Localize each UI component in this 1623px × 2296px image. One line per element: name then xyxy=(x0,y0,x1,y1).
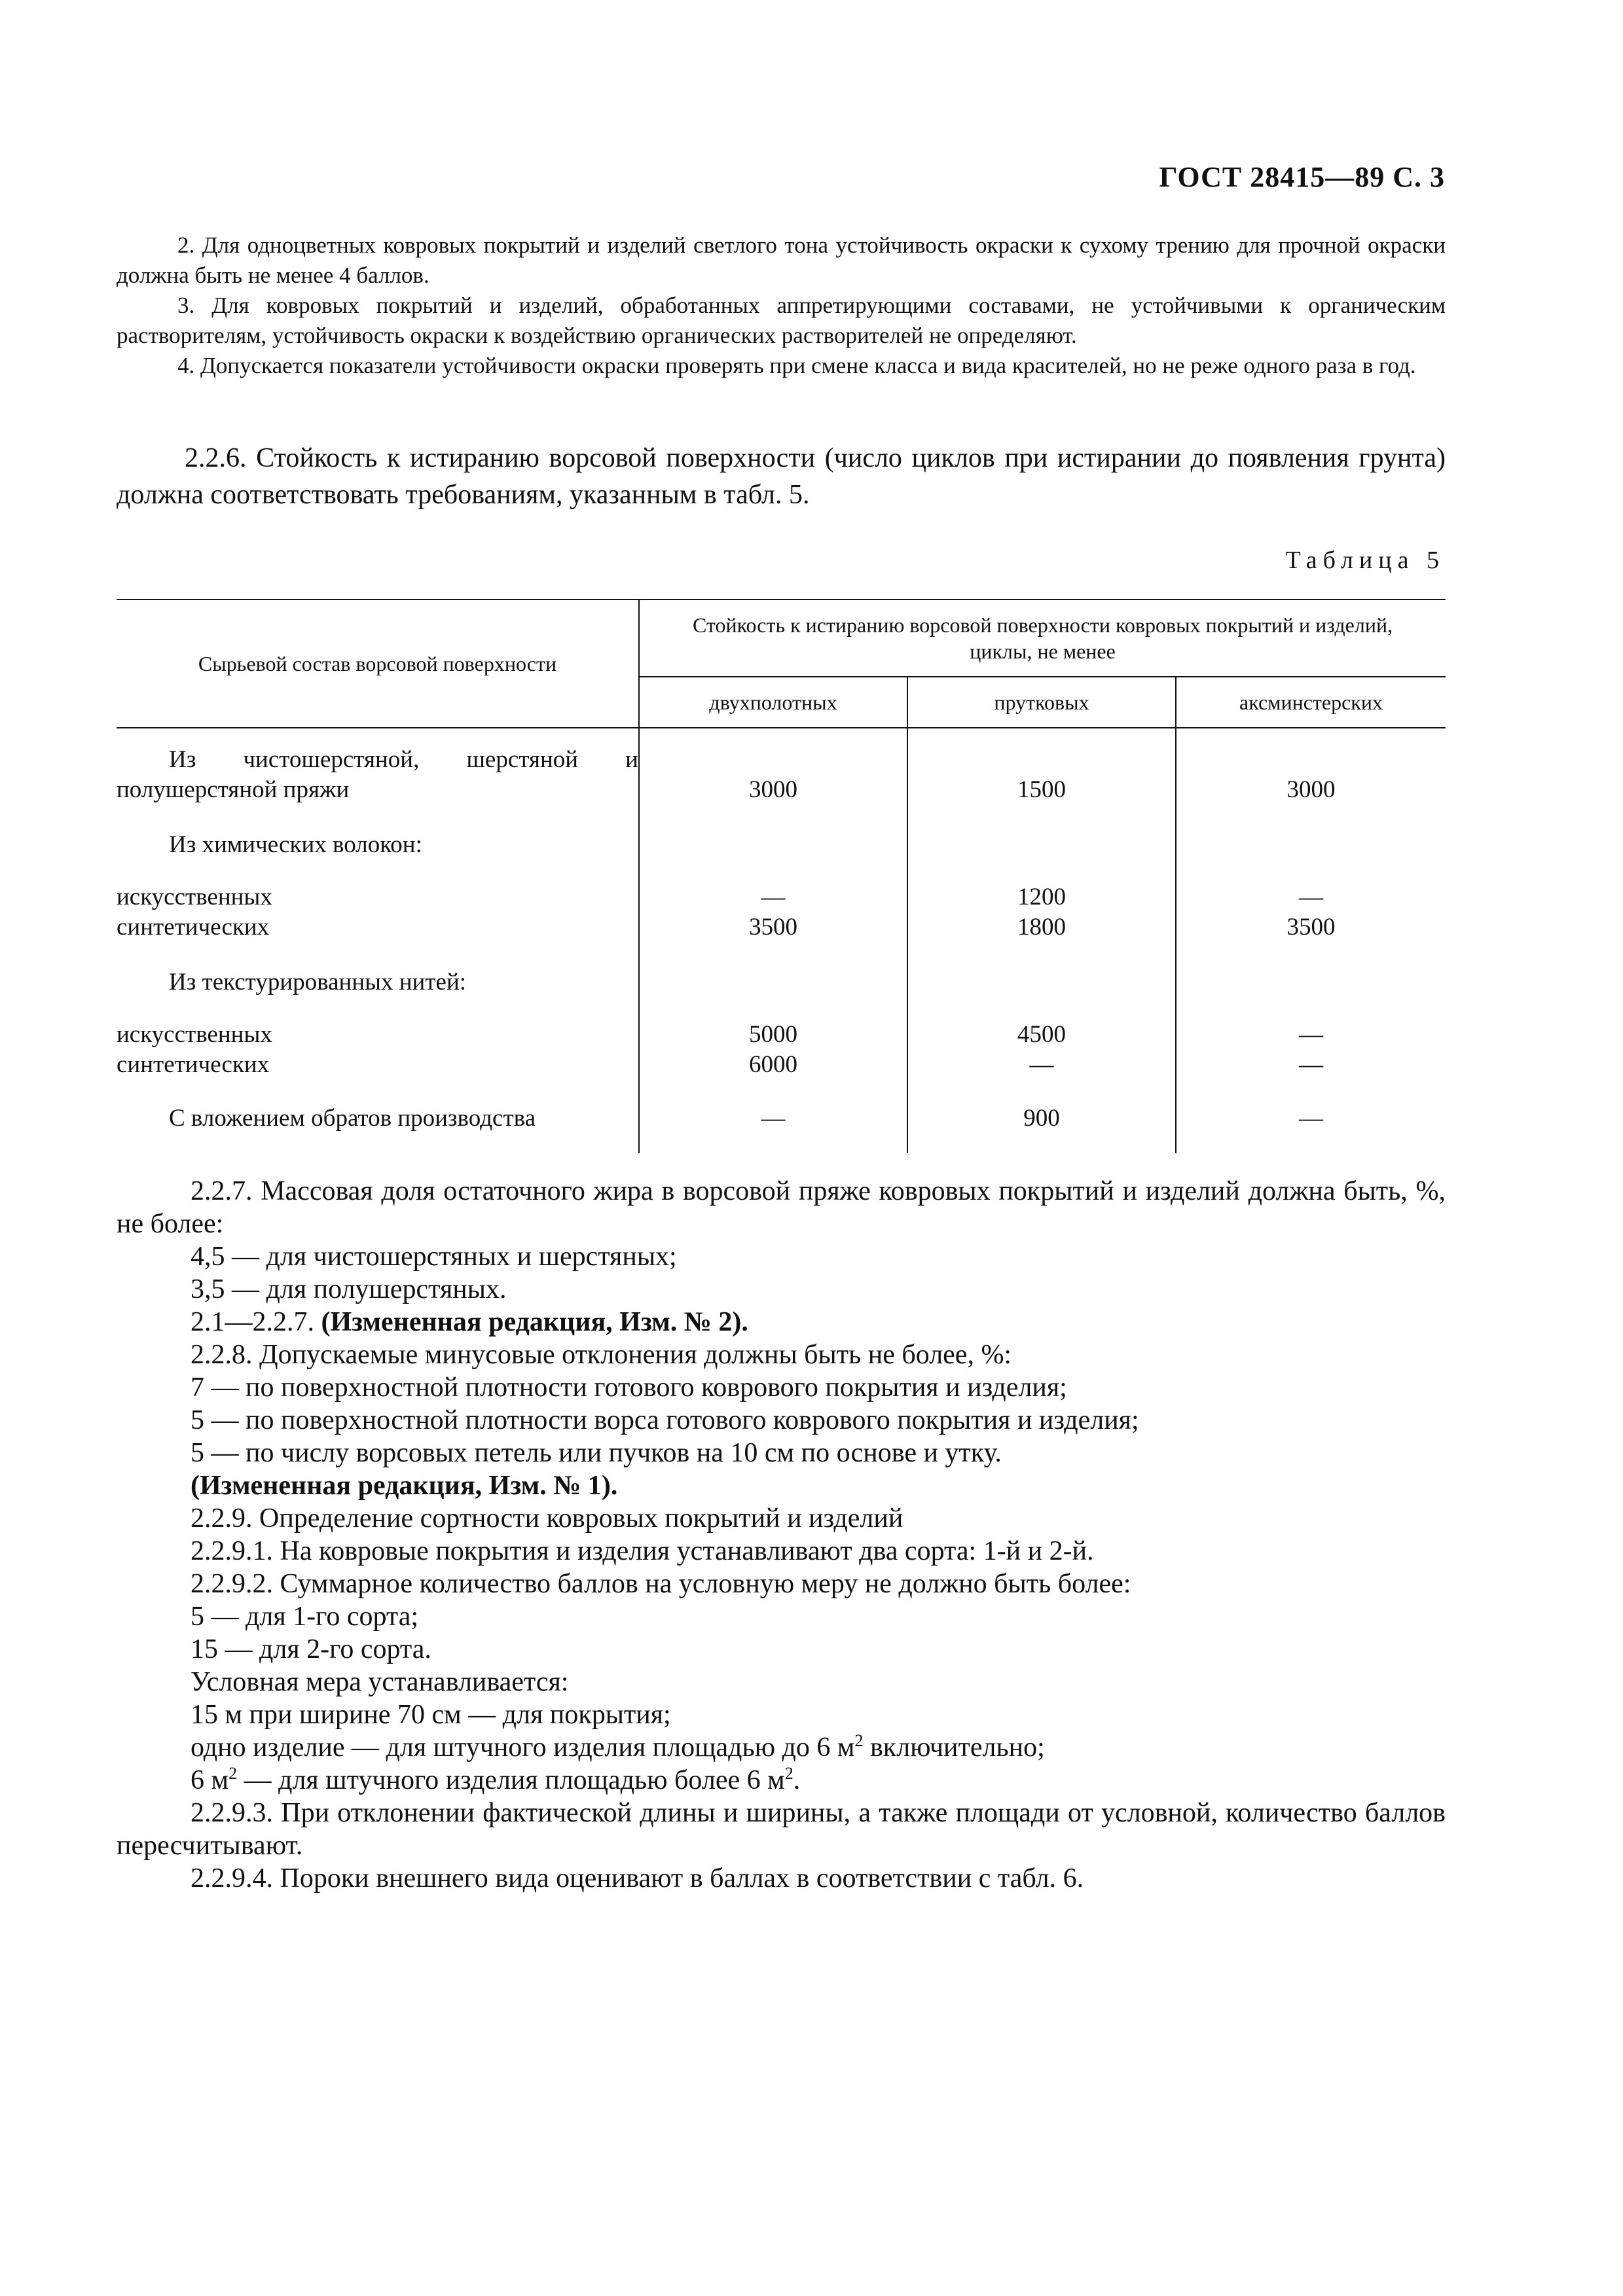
list-line: 15 — для 2-го сорта. xyxy=(191,1634,431,1664)
cell-value: 3000 xyxy=(639,728,907,805)
clause-2-2-7: 2.2.7. Массовая доля остаточного жира в ворсовой пряже ковровых покрытий и изделий должна быть, %, не более: xyxy=(117,1176,1446,1239)
cell-value: 6000 xyxy=(639,1050,907,1080)
header-axminster: аксминстерских xyxy=(1176,677,1446,728)
cell-value: — xyxy=(1176,860,1446,912)
row-label: Из текстурированных нитей: xyxy=(169,969,467,996)
cell-value: 3000 xyxy=(1176,728,1446,805)
list-line: 15 м при ширине 70 см — для покрытия; xyxy=(191,1700,671,1730)
cell-value: — xyxy=(1176,1050,1446,1080)
text-run: 6 м xyxy=(191,1765,229,1795)
text-run: — для штучного изделия площадью более 6 м xyxy=(237,1765,785,1795)
cell-value: 5000 xyxy=(639,997,907,1050)
note-2: 2. Для одноцветных ковровых покрытий и изделий светлого тона устойчивость окраски к сухому трению для прочной окраски должна быть не менее 4 баллов. xyxy=(117,232,1446,288)
superscript: 2 xyxy=(228,1764,238,1783)
row-label: Из химических волокон: xyxy=(169,831,422,858)
superscript: 2 xyxy=(854,1731,864,1750)
cell-value: — xyxy=(1176,1080,1446,1134)
row-label: синтетических xyxy=(117,914,270,941)
cell-value: 3500 xyxy=(639,912,907,942)
clause-2-2-6: 2.2.6. Стойкость к истиранию ворсовой поверхности (число циклов при истирании до появления грунта) должна соответствовать требованиям, указанным в табл. 5. xyxy=(117,443,1446,510)
clause-2-2-9: 2.2.9. Определение сортности ковровых покрытий и изделий xyxy=(191,1503,903,1534)
text-run: . xyxy=(793,1765,801,1795)
cell-value xyxy=(1176,942,1446,997)
amendment-text: (Измененная редакция, Изм. № 2). xyxy=(321,1307,748,1337)
cell-value: 4500 xyxy=(907,997,1176,1050)
note-4: 4. Допускается показатели устойчивости окраски проверять при смене класса и вида красителей, но не реже одного раза в год. xyxy=(177,353,1416,378)
row-label: Из чистошерстяной, шерстяной и полушерстяной пряжи xyxy=(117,746,638,803)
row-label: синтетических xyxy=(117,1051,270,1078)
row-label: С вложением обратов производства xyxy=(169,1105,536,1132)
clause-2-2-8: 2.2.8. Допускаемые минусовые отклонения должны быть не более, %: xyxy=(191,1340,1012,1370)
amendment-note-1 xyxy=(117,1469,1446,1502)
list-line: 7 — по поверхностной плотности готового коврового покрытия и изделия; xyxy=(191,1372,1067,1403)
table-bottom-spacer xyxy=(639,1134,907,1153)
cell-value: 1800 xyxy=(907,912,1176,942)
clause-2-2-9-2: 2.2.9.2. Суммарное количество баллов на условную меру не должно быть более: xyxy=(191,1569,1131,1599)
cell-value: 1200 xyxy=(907,860,1176,912)
list-line xyxy=(117,1764,1446,1797)
page-header: ГОСТ 28415—89 С. 3 xyxy=(1159,161,1445,193)
header-raw-material: Сырьевой состав ворсовой поверхности xyxy=(117,600,639,728)
abrasion-resistance-table xyxy=(117,599,1446,1153)
list-line: 3,5 — для полушерстяных. xyxy=(191,1274,507,1304)
cell-value xyxy=(639,942,907,997)
header-abrasion-group: Стойкость к истиранию ворсовой поверхности ковровых покрытий и изделий, циклы, не менее xyxy=(639,600,1446,677)
header-double-cloth: двухполотных xyxy=(639,677,907,728)
amendment-ref: 2.1—2.2.7. xyxy=(191,1307,321,1337)
header-wire-woven: прутковых xyxy=(907,677,1176,728)
row-label: искусственных xyxy=(117,1021,272,1048)
cell-value xyxy=(907,805,1176,860)
clauses-2-2-7-to-2-2-9 xyxy=(117,1175,1446,1895)
list-line: Условная мера устанавливается: xyxy=(191,1667,569,1697)
clause-2-2-9-1: 2.2.9.1. На ковровые покрытия и изделия устанавливают два сорта: 1-й и 2-й. xyxy=(191,1536,1094,1566)
cell-value: 1500 xyxy=(907,728,1176,805)
cell-value: — xyxy=(639,1080,907,1134)
cell-value xyxy=(1176,805,1446,860)
amendment-note-2 xyxy=(117,1306,1446,1338)
cell-value: — xyxy=(639,860,907,912)
list-line: 5 — по числу ворсовых петель или пучков на 10 см по основе и утку. xyxy=(191,1438,1002,1468)
text-run: включительно; xyxy=(863,1732,1045,1763)
table-4-notes xyxy=(117,230,1446,381)
amendment-text: (Измененная редакция, Изм. № 1). xyxy=(191,1471,618,1501)
table-caption: Таблица 5 xyxy=(1285,547,1445,574)
table-bottom-spacer xyxy=(907,1134,1176,1153)
text-run: одно изделие — для штучного изделия площадью до 6 м xyxy=(191,1732,855,1763)
list-line: 5 — по поверхностной плотности ворса готового коврового покрытия и изделия; xyxy=(191,1405,1139,1435)
cell-value: 900 xyxy=(907,1080,1176,1134)
row-label: искусственных xyxy=(117,884,272,910)
cell-value xyxy=(907,942,1176,997)
table-bottom-spacer xyxy=(117,1134,639,1153)
note-3: 3. Для ковровых покрытий и изделий, обработанных аппретирующими составами, не устойчивыми к органическим растворителям, устойчивость окраски к воздействию органических растворителей не определяют. xyxy=(117,293,1446,348)
clause-2-2-9-4: 2.2.9.4. Пороки внешнего вида оценивают в баллах в соответствии с табл. 6. xyxy=(191,1863,1084,1893)
list-line: 4,5 — для чистошерстяных и шерстяных; xyxy=(191,1242,677,1272)
superscript: 2 xyxy=(784,1764,793,1783)
cell-value xyxy=(639,805,907,860)
list-line: 5 — для 1-го сорта; xyxy=(191,1602,419,1632)
cell-value: 3500 xyxy=(1176,912,1446,942)
cell-value: — xyxy=(1176,997,1446,1050)
table-bottom-spacer xyxy=(1176,1134,1446,1153)
list-line xyxy=(117,1731,1446,1764)
clause-2-2-9-3: 2.2.9.3. При отклонении фактической длины и ширины, а также площади от условной, количество баллов пересчитывают. xyxy=(117,1798,1446,1861)
cell-value: — xyxy=(907,1050,1176,1080)
